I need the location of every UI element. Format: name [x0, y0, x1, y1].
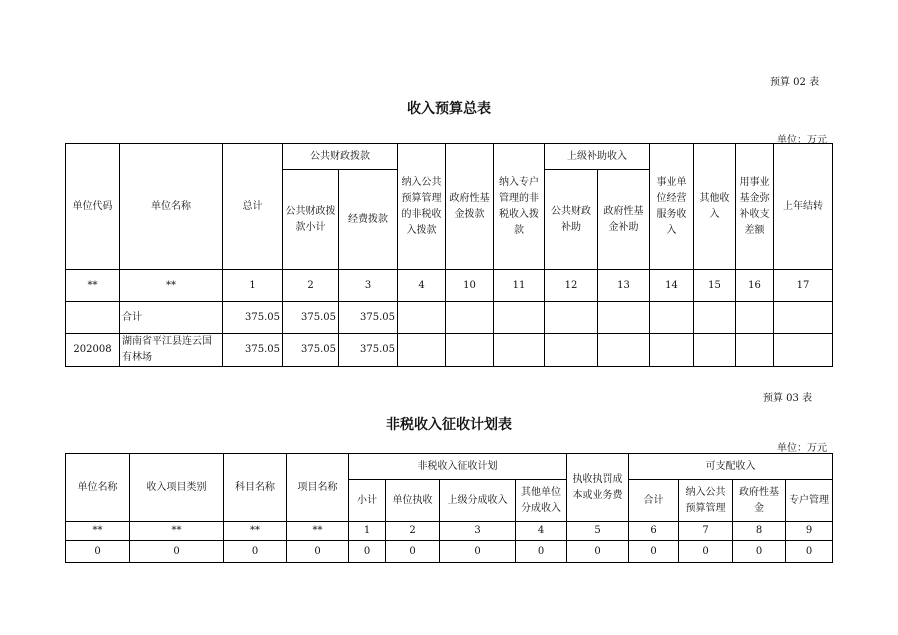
header-item-type: 收入项目类别	[130, 454, 224, 522]
code-cell: **	[66, 522, 130, 541]
header-fund-gap: 用事业基金弥补收支差额	[736, 144, 774, 270]
code-cell: **	[287, 522, 349, 541]
value-cell: 0	[516, 541, 567, 563]
code-row	[66, 270, 833, 302]
code-cell: 5	[567, 522, 629, 541]
header-total: 总计	[223, 144, 283, 270]
header-upper-gov-fund: 政府性基金补助	[598, 170, 650, 270]
header-disp-subtotal: 合计	[629, 480, 679, 522]
code-cell: 1	[223, 270, 283, 302]
code-cell: 13	[598, 270, 650, 302]
header-dept-name: 单位名称	[66, 454, 130, 522]
cell-name: 湖南省平江县连云国有林场	[120, 334, 223, 367]
table1-title: 收入预算总表	[407, 101, 491, 117]
header-public-finance-subtotal: 公共财政拨款小计	[283, 170, 339, 270]
cell-funds: 375.05	[339, 334, 398, 367]
code-cell: 15	[694, 270, 736, 302]
value-cell: 0	[440, 541, 516, 563]
header-plan-subtotal: 小计	[349, 480, 386, 522]
header-operating-income: 事业单位经营服务收入	[650, 144, 694, 270]
code-cell: 1	[349, 522, 386, 541]
code-cell: 8	[733, 522, 786, 541]
code-cell: 4	[398, 270, 446, 302]
cell-name: 合计	[120, 302, 223, 334]
header-upper-share: 上级分成收入	[440, 480, 516, 522]
header-disposable-group: 可支配收入	[629, 454, 833, 480]
value-cell: 0	[567, 541, 629, 563]
code-cell: **	[66, 270, 120, 302]
code-cell: 3	[440, 522, 516, 541]
table1-unit: 单位：万元	[777, 135, 827, 146]
table-row	[66, 334, 833, 367]
header-carryover: 上年结转	[774, 144, 833, 270]
header-other-income: 其他收入	[694, 144, 736, 270]
table2-form-number: 预算 03 表	[763, 393, 813, 404]
header-funds: 经费拨款	[339, 170, 398, 270]
table2-unit: 单位：万元	[777, 443, 827, 454]
code-cell: **	[130, 522, 224, 541]
header-nontax-public: 纳入公共预算管理的非税收入拨款	[398, 144, 446, 270]
cell-code	[66, 302, 120, 334]
cell-subtotal: 375.05	[283, 302, 339, 334]
header-disp-special: 专户管理	[786, 480, 833, 522]
table-row	[66, 541, 833, 563]
header-collection-plan-group: 非税收入征收计划	[349, 454, 567, 480]
code-cell: 6	[629, 522, 679, 541]
code-cell: 12	[545, 270, 598, 302]
header-other-share: 其他单位分成收入	[516, 480, 567, 522]
header-disp-gov-fund: 政府性基金	[733, 480, 786, 522]
code-cell: 14	[650, 270, 694, 302]
cell-total: 375.05	[223, 302, 283, 334]
value-cell: 0	[287, 541, 349, 563]
revenue-budget-table	[65, 143, 833, 367]
code-cell: 7	[679, 522, 733, 541]
code-cell: 16	[736, 270, 774, 302]
cell-funds: 375.05	[339, 302, 398, 334]
header-disp-public: 纳入公共预算管理	[679, 480, 733, 522]
header-upper-public-finance: 公共财政补助	[545, 170, 598, 270]
value-cell: 0	[349, 541, 386, 563]
value-cell: 0	[679, 541, 733, 563]
value-cell: 0	[224, 541, 287, 563]
header-public-finance-group: 公共财政拨款	[283, 144, 398, 170]
table1-form-number: 预算 02 表	[770, 77, 820, 88]
nontax-collection-table	[65, 453, 833, 563]
header-special-nontax: 纳入专户管理的非税收入拨款	[494, 144, 545, 270]
cell-total: 375.05	[223, 334, 283, 367]
code-cell: 10	[446, 270, 494, 302]
value-cell: 0	[786, 541, 833, 563]
code-cell: **	[120, 270, 223, 302]
header-dept-name: 单位名称	[120, 144, 223, 270]
code-cell: 11	[494, 270, 545, 302]
header-dept-code: 单位代码	[66, 144, 120, 270]
code-cell: 3	[339, 270, 398, 302]
code-cell: 2	[386, 522, 440, 541]
code-cell: 2	[283, 270, 339, 302]
header-subject: 科目名称	[224, 454, 287, 522]
value-cell: 0	[386, 541, 440, 563]
cell-code: 202008	[66, 334, 120, 367]
code-cell: **	[224, 522, 287, 541]
value-cell: 0	[66, 541, 130, 563]
value-cell: 0	[733, 541, 786, 563]
header-gov-fund: 政府性基金拨款	[446, 144, 494, 270]
cell-subtotal: 375.05	[283, 334, 339, 367]
table-row	[66, 302, 833, 334]
header-enforcement-cost: 执收执罚成本或业务费	[567, 454, 629, 522]
table2-title: 非税收入征收计划表	[386, 417, 512, 433]
code-row	[66, 522, 833, 541]
value-cell: 0	[629, 541, 679, 563]
code-cell: 17	[774, 270, 833, 302]
value-cell: 0	[130, 541, 224, 563]
header-project: 项目名称	[287, 454, 349, 522]
code-cell: 4	[516, 522, 567, 541]
header-self-collection: 单位执收	[386, 480, 440, 522]
header-upper-subsidy-group: 上级补助收入	[545, 144, 650, 170]
code-cell: 9	[786, 522, 833, 541]
